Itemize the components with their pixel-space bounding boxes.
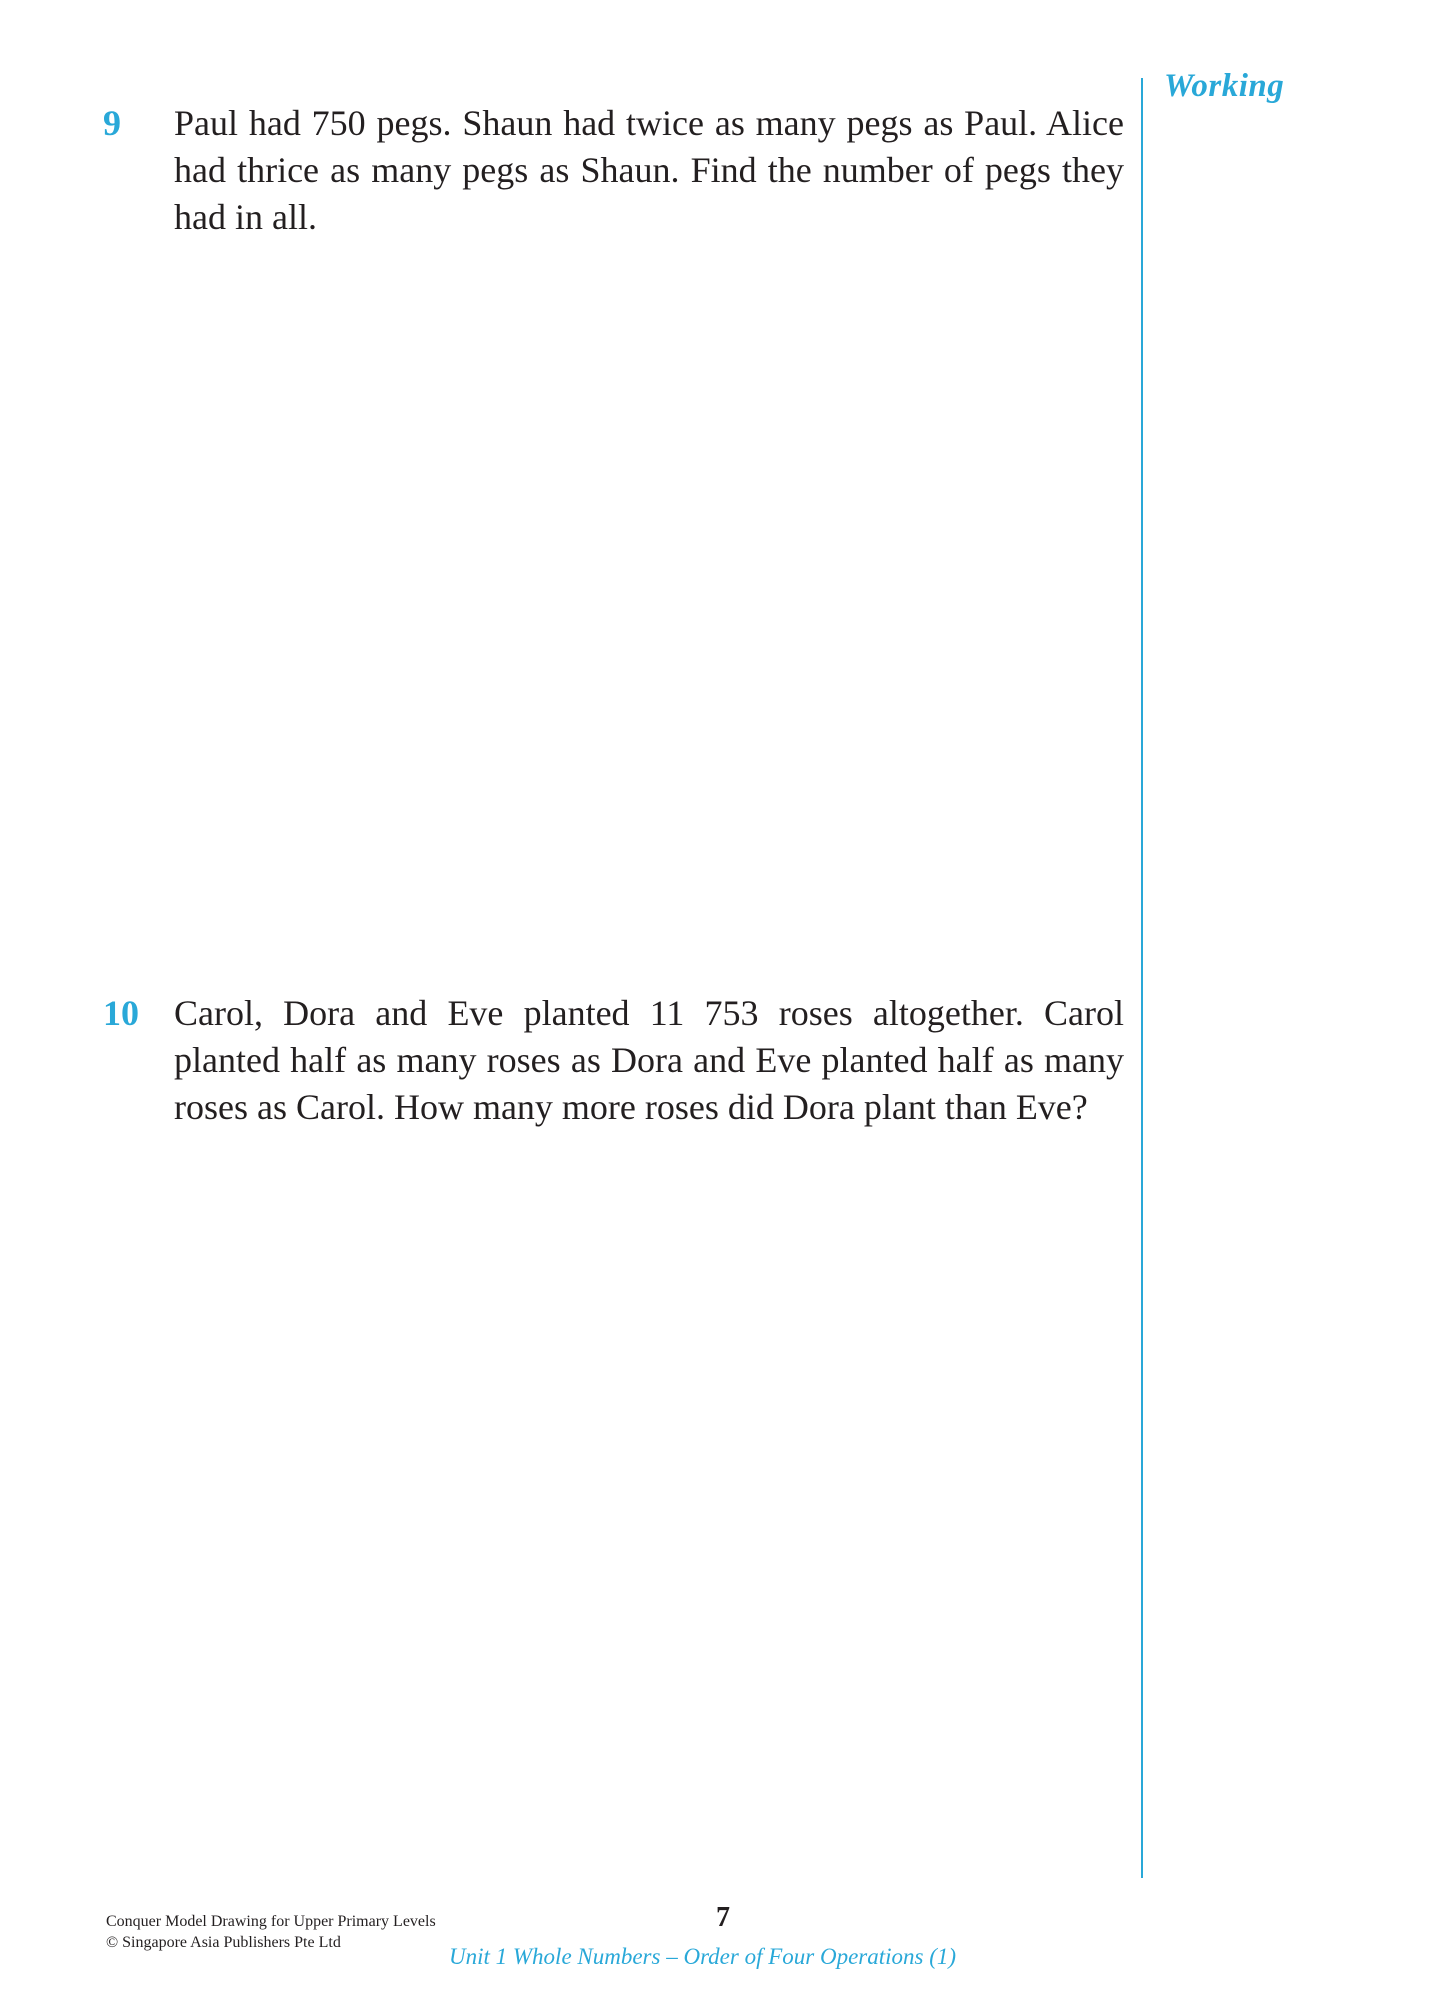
footer-credits — [106, 1911, 436, 1953]
working-divider — [1141, 78, 1143, 1878]
working-label: Working — [1164, 68, 1285, 104]
question-text: Paul had 750 pegs. Shaun had twice as many pegs as Paul. Alice had thrice as many pegs as Shaun. Find the number of pegs they had in all. — [174, 103, 1124, 237]
copyright: © Singapore Asia Publishers Pte Ltd — [106, 1934, 341, 1951]
unit-title: Unit 1 Whole Numbers – Order of Four Operations (1) — [449, 1944, 957, 1969]
question-number: 10 — [103, 993, 139, 1033]
question-number: 9 — [103, 103, 121, 143]
book-title: Conquer Model Drawing for Upper Primary Levels — [106, 1913, 436, 1930]
question-text: Carol, Dora and Eve planted 11 753 roses altogether. Carol planted half as many roses as Dora and Eve planted half as many roses as Carol. How many more roses did Dora plant than Eve? — [174, 993, 1124, 1127]
page-number: 7 — [716, 1902, 730, 1933]
